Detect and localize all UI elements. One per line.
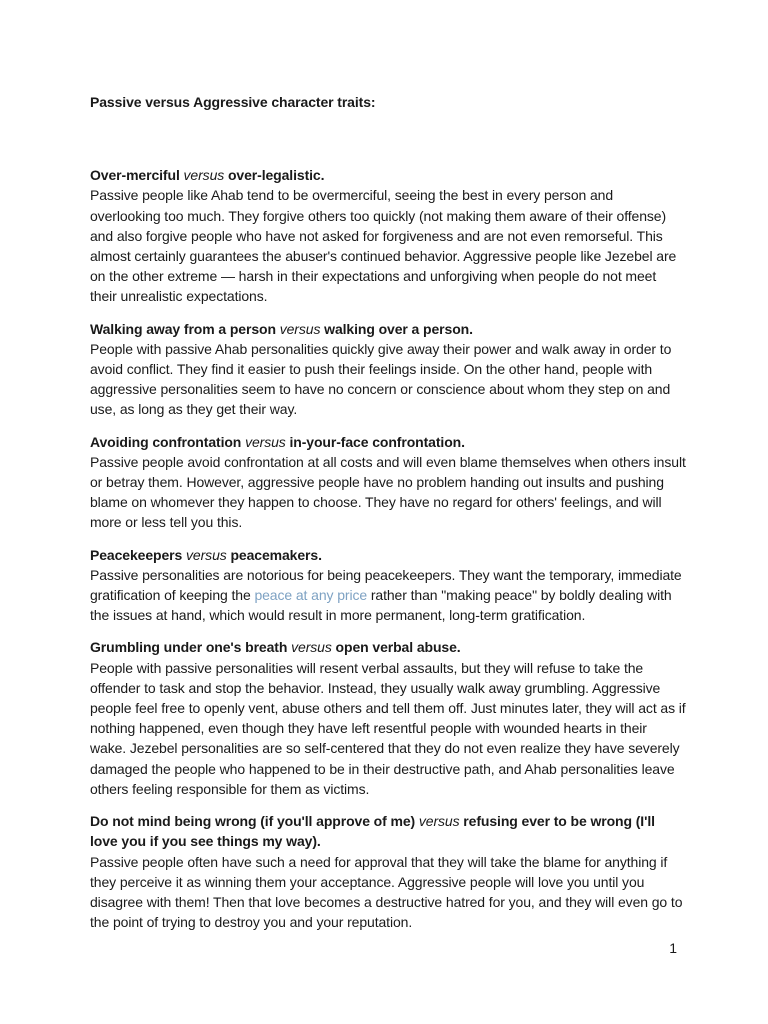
trait-section [90,432,686,533]
trait-section [90,319,686,420]
versus-word: versus [186,546,227,563]
section-heading [90,165,686,185]
page-number: 1 [669,940,677,956]
heading-text: Walking away from a person [90,320,280,337]
document-content [90,92,686,932]
body-text: Passive people avoid confrontation at all costs and will even blame themselves when others insult or betray them. However, aggressive people have no problem handing out insults and pushing blame on whomever they happen to choose. They have no regard for others' feelings, and will more or less tell you this. [90,453,686,531]
heading-text: Peacekeepers [90,546,187,563]
trait-section [90,811,686,932]
body-text: rather than "making peace" by boldly dealing with the issues at hand, which would result in more permanent, long-term gratification. [90,587,672,624]
peace-at-any-price-link[interactable]: peace at any price [254,587,368,604]
section-heading [90,811,686,851]
versus-word: versus [279,320,321,337]
heading-text: Over-merciful [90,167,184,184]
versus-word: versus [291,639,332,656]
document-title: Passive versus Aggressive character traits: [90,94,376,110]
trait-section [90,637,686,799]
body-text: Passive people often have such a need for approval that they will take the blame for anything if they perceive it as winning them your acceptance. Aggressive people will love you until you disagree with them! Then that love becomes a destructive hatred for you, and they will even go to the point of trying to destroy you and your reputation. [90,853,683,931]
body-text: People with passive personalities will resent verbal assaults, but they will refuse to take the offender to task and stop the behavior. Instead, they usually walk away grumbling. Aggressive people feel free to openly vent, abuse others and tell them off. Just minutes later, they will act as if nothing happened, even though they have left resentful people with wounded hearts in their wake. Jezebel personalities are so self-centered that they do not even realize they have severely damaged the people who happened to be in their destructive path, and Ahab personalities leave others feeling responsible for them as victims. [90,659,686,797]
heading-text: peacemakers. [226,546,322,563]
body-text: Passive people like Ahab tend to be overmerciful, seeing the best in every person and overlooking too much. They forgive others too quickly (not making them aware of their offense) and also forgive people who have not asked for forgiveness and are not even remorseful. This almost certainly guarantees the abuser's continued behavior. Aggressive people like Jezebel are on the other extreme — harsh in their expectations and unforgiving when people do not meet their unrealistic expectations. [90,187,677,305]
section-body [90,658,686,799]
trait-section [90,545,686,626]
heading-text: walking over a person. [320,320,473,337]
body-text: Passive personalities are notorious for being peacekeepers. They want the temporary, immediate gratification of keeping the [90,566,682,604]
heading-text: open verbal abuse. [331,639,461,656]
section-heading [90,637,686,657]
heading-text: over-legalistic. [224,167,325,184]
section-body [90,452,686,533]
section-body [90,339,686,420]
section-heading [90,432,686,452]
section-body [90,185,686,306]
heading-text: in-your-face confrontation. [285,433,465,450]
heading-text: Grumbling under one's breath [90,639,292,656]
sections-container [90,165,686,932]
section-heading [90,319,686,339]
section-body [90,852,686,933]
versus-word: versus [418,813,460,830]
heading-text: Avoiding confrontation [90,433,246,450]
section-heading [90,545,686,565]
versus-word: versus [245,433,286,450]
heading-text: refusing ever to be wrong (I'll love you if you see things my way). [90,813,655,850]
body-text: People with passive Ahab personalities quickly give away their power and walk away in order to avoid conflict. They find it easier to push their feelings inside. On the other hand, people with aggressive personalities seem to have no concern or conscience about whom they step on and use, as long as they get their way. [90,340,672,418]
section-body [90,565,686,626]
versus-word: versus [183,167,225,184]
heading-text: Do not mind being wrong (if you'll approve of me) [90,813,419,830]
trait-section [90,165,686,306]
